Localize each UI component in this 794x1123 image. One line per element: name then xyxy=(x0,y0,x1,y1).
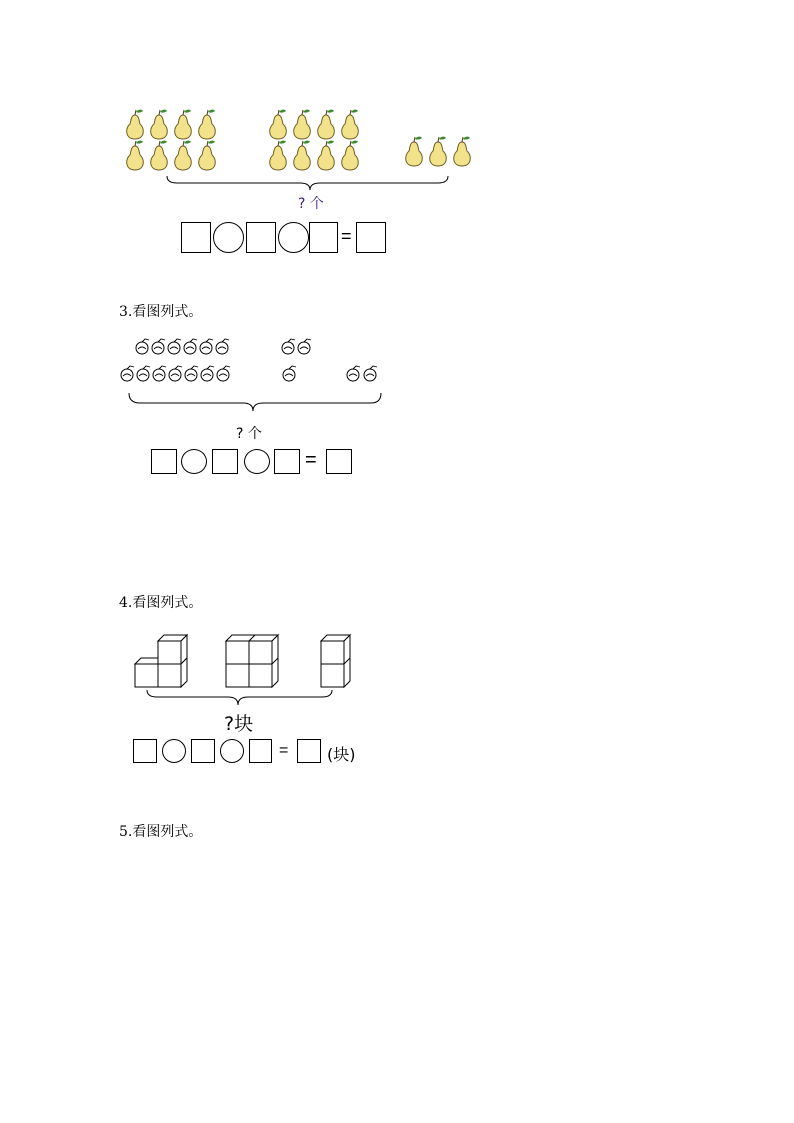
problem-5-title: 5.看图列式。 xyxy=(119,824,203,840)
cube-icon xyxy=(321,635,350,687)
equals-sign: = xyxy=(341,226,352,246)
problem-3-title: 3.看图列式。 xyxy=(119,304,203,320)
cube-icon xyxy=(135,635,187,687)
answer-box-2[interactable] xyxy=(191,739,215,763)
operator-circle-1[interactable] xyxy=(162,739,186,763)
problem-4-title: 4.看图列式。 xyxy=(119,595,203,611)
question-label: ? 个 xyxy=(236,426,262,442)
equals-sign: = xyxy=(279,742,289,759)
equals-sign: = xyxy=(305,449,317,471)
answer-box-1[interactable] xyxy=(133,739,157,763)
cube-icon xyxy=(226,635,278,687)
brace xyxy=(147,690,332,705)
answer-box-3[interactable] xyxy=(249,739,272,763)
question-label: ?块 xyxy=(224,713,254,735)
question-label: ? 个 xyxy=(298,196,324,212)
answer-box-result[interactable] xyxy=(297,739,321,763)
unit-label: (块) xyxy=(327,745,356,764)
operator-circle-2[interactable] xyxy=(220,739,244,763)
